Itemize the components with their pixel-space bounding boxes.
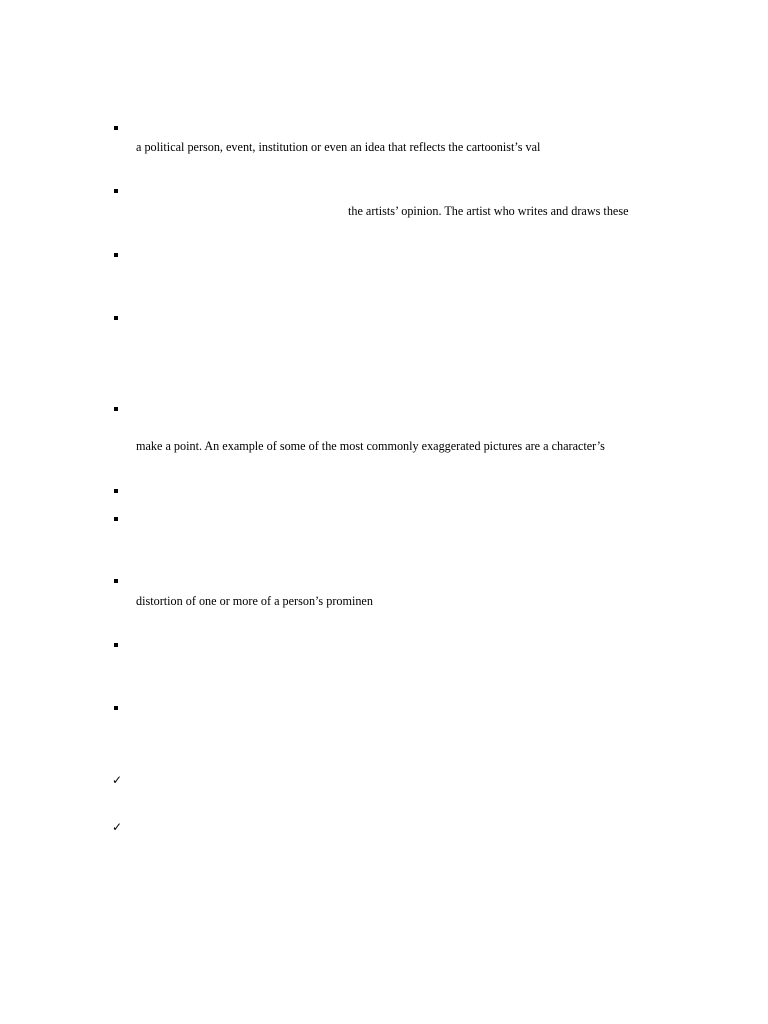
list-bullet: [114, 579, 118, 583]
list-bullet: [114, 489, 118, 493]
checkmark-icon: ✓: [112, 820, 123, 834]
list-bullet: [114, 706, 118, 710]
text-line-3: make a point. An example of some of the most commonly exaggerated pictures are a character’s: [136, 439, 605, 453]
checkmark-icon: ✓: [112, 773, 123, 787]
text-line-4: distortion of one or more of a person’s prominen: [136, 594, 373, 608]
list-bullet: [114, 189, 118, 193]
list-bullet: [114, 407, 118, 411]
list-bullet: [114, 517, 118, 521]
list-bullet: [114, 253, 118, 257]
list-bullet: [114, 126, 118, 130]
text-line-1: a political person, event, institution or even an idea that reflects the cartoonist’s val: [136, 140, 541, 154]
list-bullet: [114, 316, 118, 320]
list-bullet: [114, 643, 118, 647]
text-line-2: the artists’ opinion. The artist who writes and draws these: [348, 204, 629, 218]
